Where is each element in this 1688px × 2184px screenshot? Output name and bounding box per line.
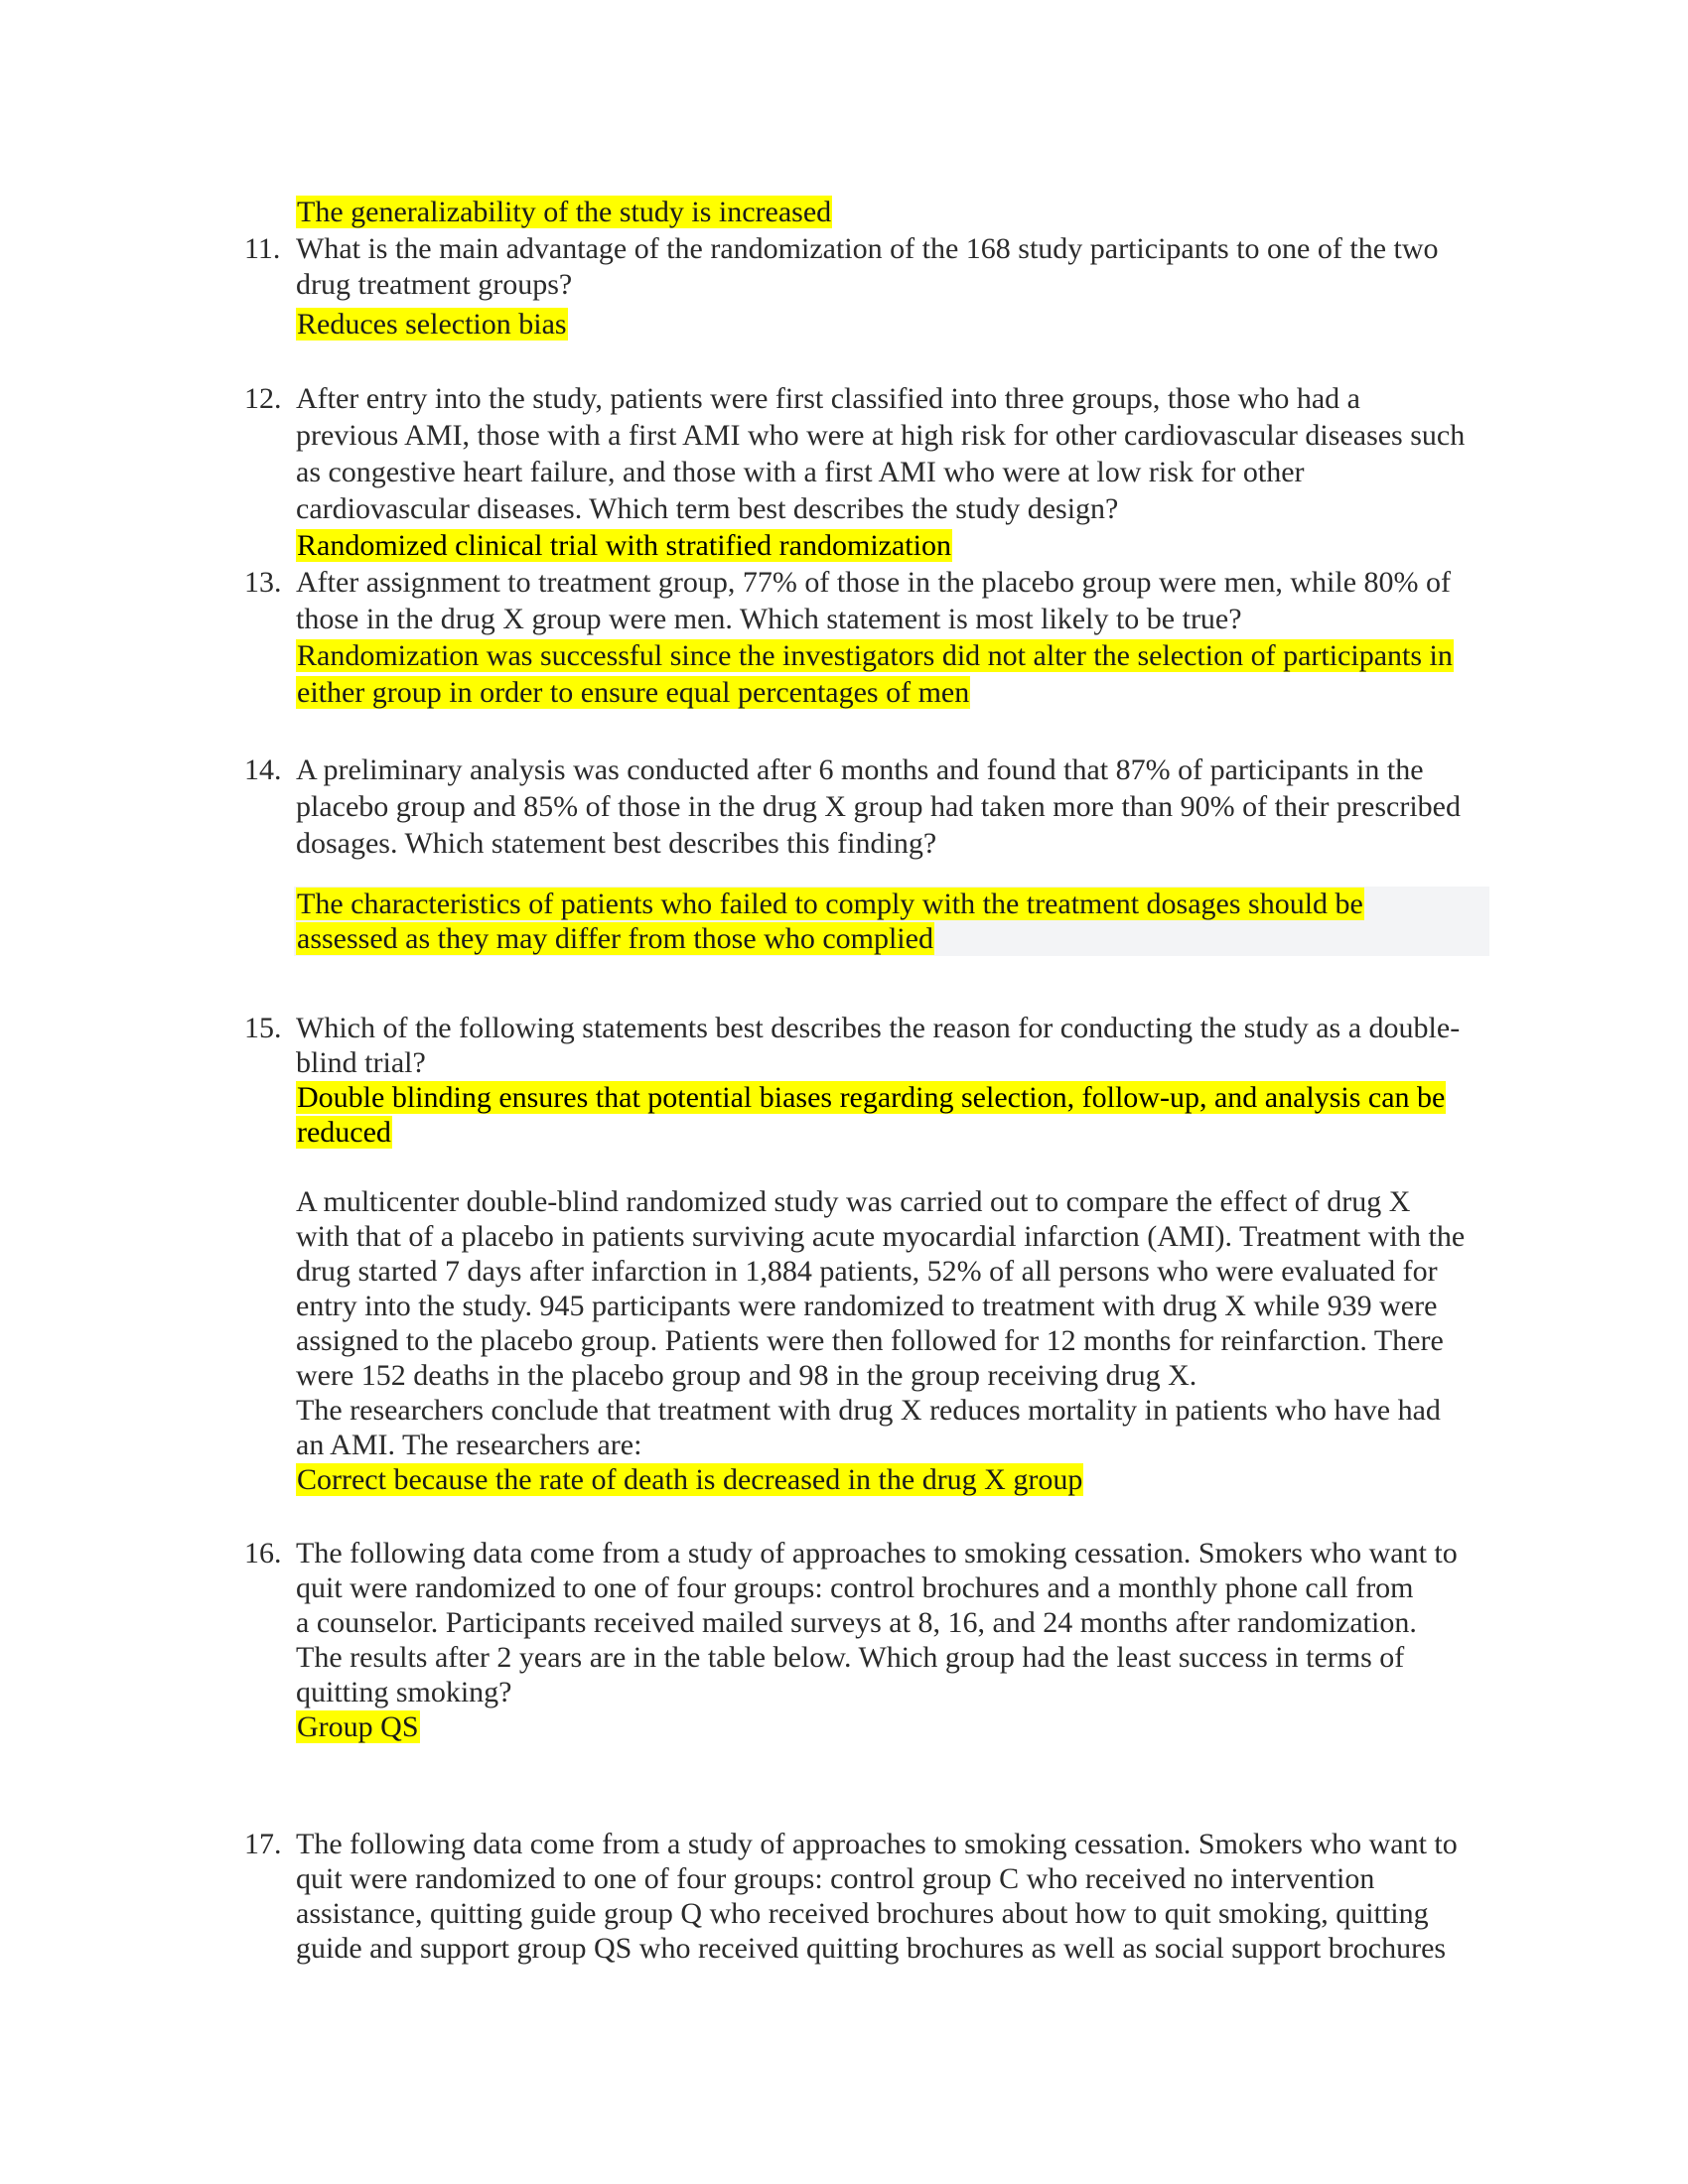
question-text: drug treatment groups? xyxy=(296,268,573,301)
question-number: 17. xyxy=(244,1828,282,1860)
answer-line xyxy=(296,195,832,230)
question-number: 14. xyxy=(244,753,282,786)
answer-highlight: Randomization was successful since the investigators did not alter the selection of participants in xyxy=(297,639,1453,672)
question-text: cardiovascular diseases. Which term best describes the study design? xyxy=(296,492,1119,525)
paragraph-text: assigned to the placebo group. Patients were then followed for 12 months for reinfarction. There xyxy=(296,1324,1444,1357)
question-text: previous AMI, those with a first AMI who were at high risk for other cardiovascular diseases such xyxy=(296,419,1466,452)
question-text: The following data come from a study of approaches to smoking cessation. Smokers who want to xyxy=(296,1537,1458,1570)
answer-line xyxy=(296,528,952,564)
question-text: quitting smoking? xyxy=(296,1676,512,1708)
question-number: 13. xyxy=(244,566,282,599)
answer-line xyxy=(296,1080,1446,1116)
paragraph-text: The researchers conclude that treatment with drug X reduces mortality in patients who have had xyxy=(296,1394,1441,1427)
answer-highlight: The characteristics of patients who failed to comply with the treatment dosages should be xyxy=(297,887,1363,920)
question-text: guide and support group QS who received quitting brochures as well as social support brochures xyxy=(296,1932,1447,1965)
answer-highlight: either group in order to ensure equal percentages of men xyxy=(297,676,970,709)
answer-line xyxy=(296,1709,420,1745)
question-text: assistance, quitting guide group Q who received brochures about how to quit smoking, quitting xyxy=(296,1897,1429,1930)
question-text: A preliminary analysis was conducted after 6 months and found that 87% of participants in the xyxy=(296,753,1424,786)
answer-line xyxy=(296,1115,392,1151)
question-text: After entry into the study, patients were first classified into three groups, those who had a xyxy=(296,382,1360,415)
question-text: Which of the following statements best describes the reason for conducting the study as a double- xyxy=(296,1012,1461,1044)
answer-line xyxy=(296,638,1454,674)
question-number: 16. xyxy=(244,1537,282,1570)
question-text: After assignment to treatment group, 77% of those in the placebo group were men, while 80% of xyxy=(296,566,1452,599)
answer-highlight: The generalizability of the study is increased xyxy=(297,196,832,228)
answer-line xyxy=(296,887,1364,922)
paragraph-text: an AMI. The researchers are: xyxy=(296,1429,642,1461)
answer-line xyxy=(296,1462,1083,1498)
question-text: blind trial? xyxy=(296,1046,426,1079)
paragraph-text: entry into the study. 945 participants were randomized to treatment with drug X while 939 were xyxy=(296,1290,1438,1322)
paragraph-text: with that of a placebo in patients surviving acute myocardial infarction (AMI). Treatment with the xyxy=(296,1220,1466,1253)
question-text: The following data come from a study of approaches to smoking cessation. Smokers who want to xyxy=(296,1828,1458,1860)
question-text: quit were randomized to one of four groups: control group C who received no intervention xyxy=(296,1862,1375,1895)
answer-highlight: Group QS xyxy=(297,1710,419,1743)
question-text: placebo group and 85% of those in the drug X group had taken more than 90% of their prescribed xyxy=(296,790,1461,823)
question-text: those in the drug X group were men. Which statement is most likely to be true? xyxy=(296,603,1242,635)
answer-line xyxy=(296,307,568,342)
question-text: The results after 2 years are in the table below. Which group had the least success in terms of xyxy=(296,1641,1405,1674)
question-number: 15. xyxy=(244,1012,282,1044)
answer-highlight: Correct because the rate of death is decreased in the drug X group xyxy=(297,1463,1083,1496)
question-number: 12. xyxy=(244,382,282,415)
question-number: 11. xyxy=(244,232,281,265)
question-text: dosages. Which statement best describes this finding? xyxy=(296,827,937,860)
answer-highlight: Randomized clinical trial with stratified randomization xyxy=(297,529,951,562)
answer-highlight: Reduces selection bias xyxy=(297,308,567,341)
answer-line xyxy=(296,921,934,957)
answer-highlight: Double blinding ensures that potential biases regarding selection, follow-up, and analysis can be xyxy=(297,1081,1446,1114)
question-text: as congestive heart failure, and those with a first AMI who were at low risk for other xyxy=(296,456,1305,488)
paragraph-text: were 152 deaths in the placebo group and 98 in the group receiving drug X. xyxy=(296,1359,1197,1392)
question-text: a counselor. Participants received mailed surveys at 8, 16, and 24 months after randomization. xyxy=(296,1606,1417,1639)
paragraph-text: A multicenter double-blind randomized study was carried out to compare the effect of drug X xyxy=(296,1185,1411,1218)
answer-highlight: assessed as they may differ from those who complied xyxy=(297,922,933,955)
answer-highlight: reduced xyxy=(297,1116,391,1149)
paragraph-text: drug started 7 days after infarction in 1,884 patients, 52% of all persons who were evaluated for xyxy=(296,1255,1438,1288)
answer-line xyxy=(296,675,970,711)
question-text: What is the main advantage of the randomization of the 168 study participants to one of the two xyxy=(296,232,1439,265)
question-text: quit were randomized to one of four groups: control brochures and a monthly phone call from xyxy=(296,1571,1414,1604)
